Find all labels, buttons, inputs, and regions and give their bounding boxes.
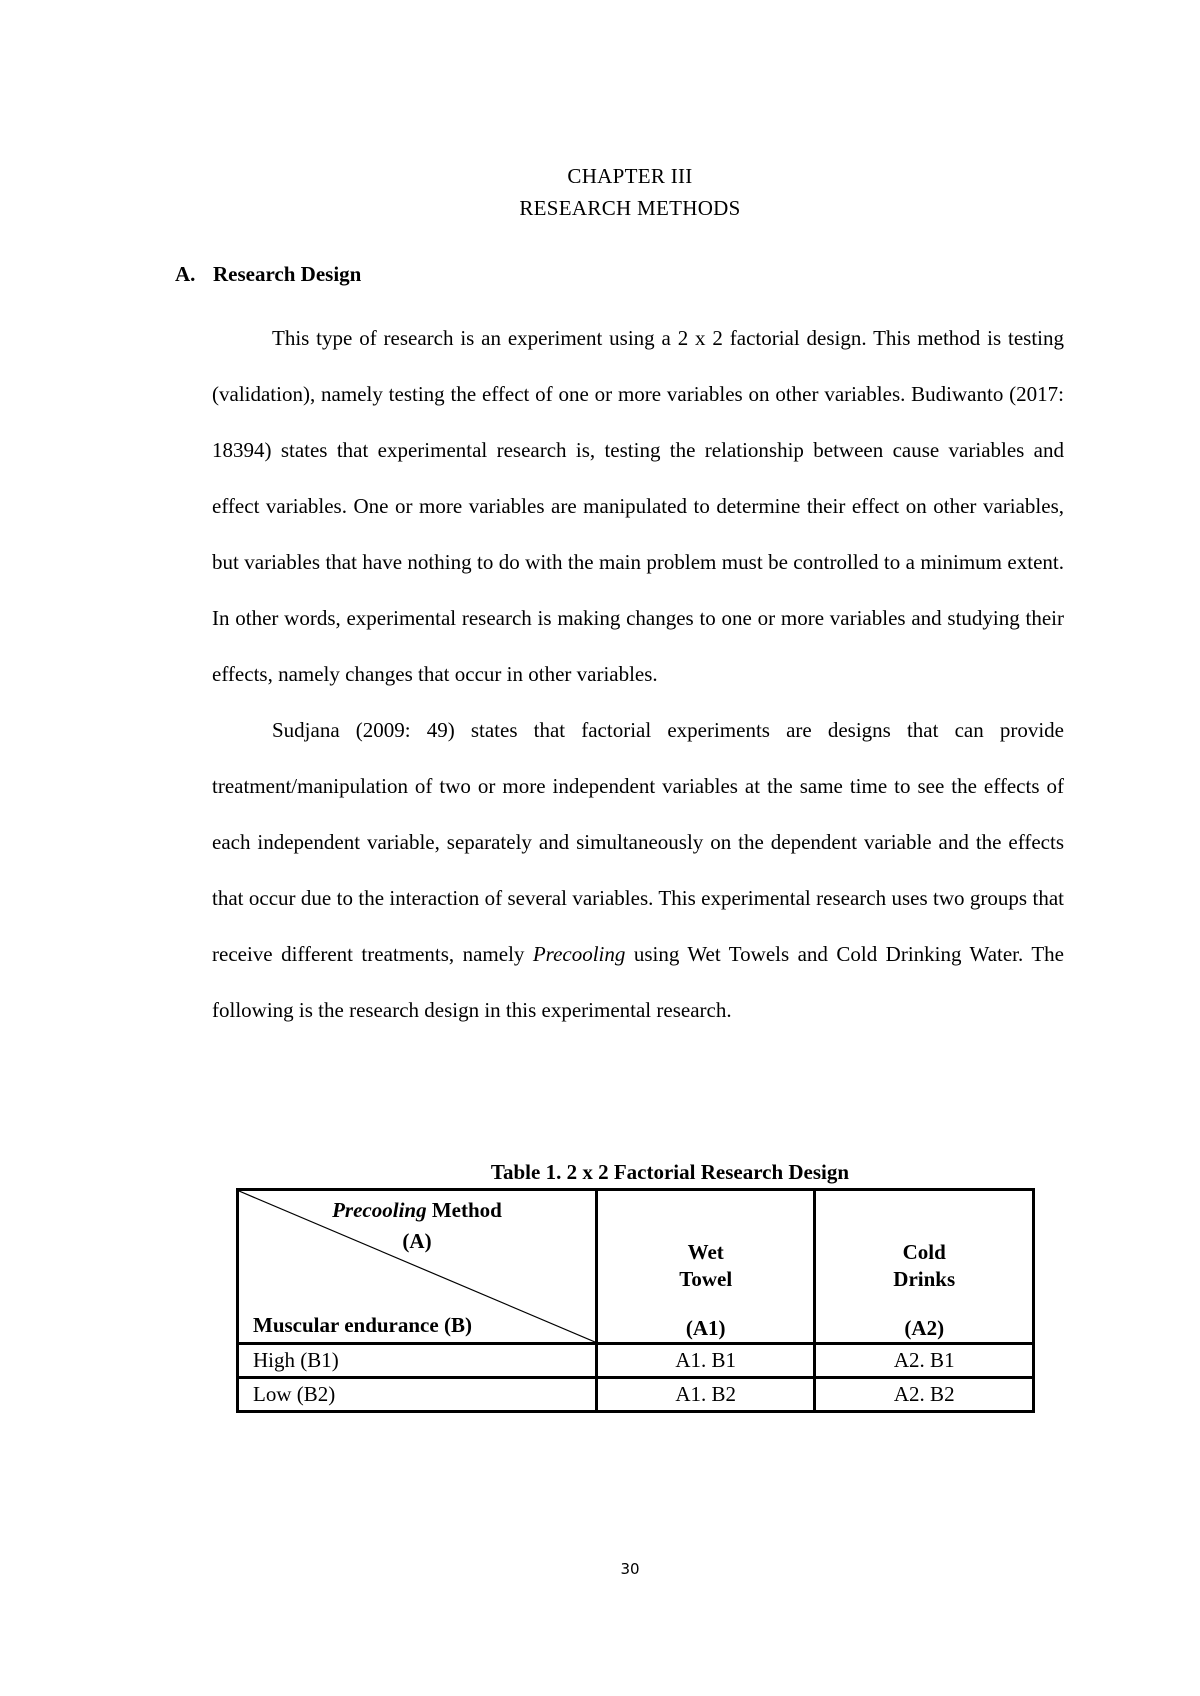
chapter-number: CHAPTER III <box>567 164 693 188</box>
muscular-endurance-label: Muscular endurance (B) <box>253 1313 472 1337</box>
column-header-cold-drinks <box>815 1190 1034 1344</box>
method-word: Method <box>426 1198 502 1222</box>
paragraph-2-end: using Wet Towels and Cold Drinking Water. The following is the research design in this experimental research. <box>212 942 1064 1022</box>
paragraph-1: This type of research is an experiment using a 2 x 2 factorial design. This method is testing (validation), namely testing the effect of one or more variables on other variables. Budiwanto (2017: 18394) states that experimental research is, testing the relationship between cause variables and effect variables. One or more variables are manipulated to determine their effect on other variables, but variables that have nothing to do with the main problem must be controlled to a minimum extent. In other words, experimental research is making changes to one or more variables and studying their effects, namely changes that occur in other variables. <box>212 326 1064 686</box>
precooling-italic: Precooling <box>332 1198 427 1222</box>
table-row-low <box>238 1378 1034 1412</box>
chapter-title: RESEARCH METHODS <box>519 196 741 220</box>
column-code: (A1) <box>685 1316 726 1340</box>
page-number: 30 <box>620 1560 640 1578</box>
column-header-wet-towel <box>596 1190 815 1344</box>
table-cell: A1. B2 <box>596 1378 815 1412</box>
section-title: Research Design <box>213 262 362 286</box>
column-code: (A2) <box>904 1316 945 1340</box>
paragraph-2 <box>212 702 1064 1038</box>
row-label: Low (B2) <box>238 1378 597 1412</box>
section-number: A. <box>175 262 196 286</box>
table-cell: A1. B1 <box>596 1344 815 1378</box>
row-label: High (B1) <box>238 1344 597 1378</box>
chapter-heading <box>0 160 1200 224</box>
column-header-line1: Cold <box>902 1240 946 1264</box>
column-header-line2: Towel <box>679 1267 733 1291</box>
section-heading <box>175 262 361 287</box>
table-row-high <box>238 1344 1034 1378</box>
table-caption: Table 1. 2 x 2 Factorial Research Design <box>490 1160 850 1184</box>
column-header-line1: Wet <box>687 1240 724 1264</box>
column-header-line2: Drinks <box>893 1267 956 1291</box>
factor-a-code: (A) <box>402 1229 432 1253</box>
body-text <box>212 310 1064 1038</box>
precooling-method-label <box>239 1195 595 1257</box>
paragraph-2-start: Sudjana (2009: 49) states that factorial experiments are designs that can provide treatment/manipulation of two or more independent variables at the same time to see the effects of each independent variable, separately and simultaneously on the dependent variable and the effects that occur due to the interaction of several variables. This experimental research uses two groups that receive different treatments, namely <box>212 718 1064 966</box>
factorial-design-table <box>236 1188 1035 1413</box>
table-header-row <box>238 1190 1034 1344</box>
precooling-term: Precooling <box>532 942 626 966</box>
diagonal-header-cell <box>238 1190 597 1344</box>
table-cell: A2. B1 <box>815 1344 1034 1378</box>
table-cell: A2. B2 <box>815 1378 1034 1412</box>
